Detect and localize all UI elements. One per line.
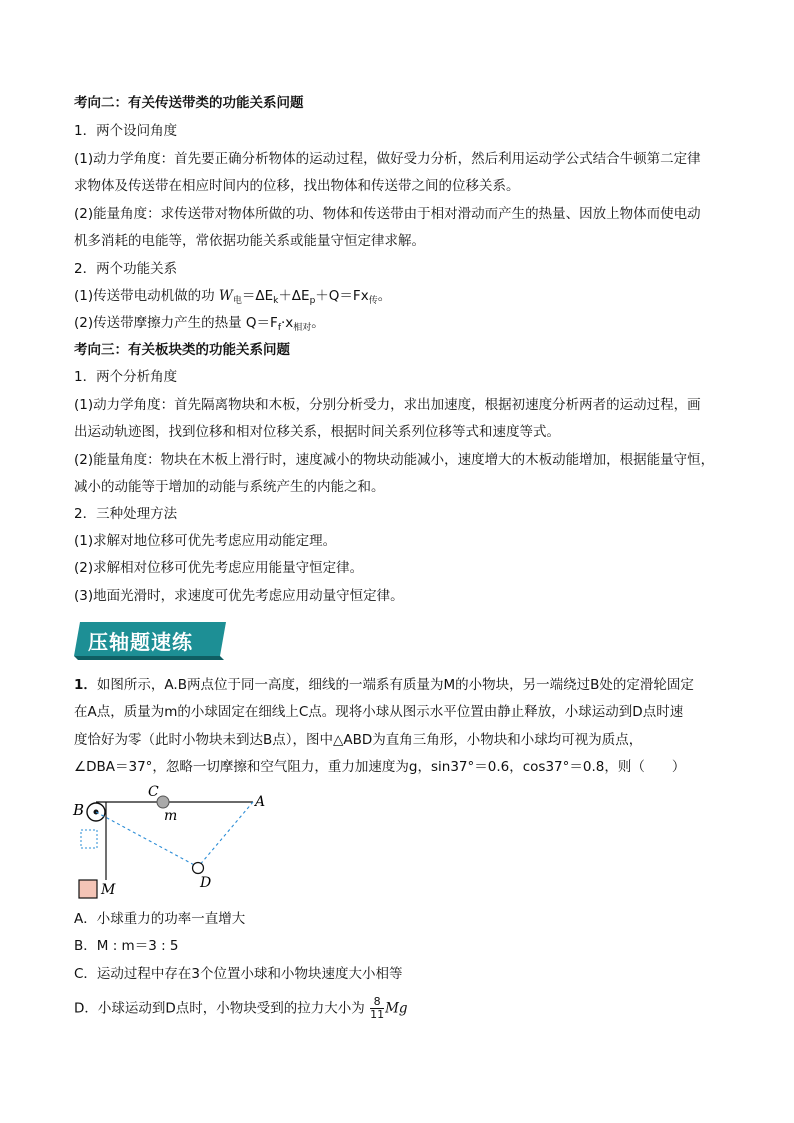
label-M: M xyxy=(101,882,116,898)
formula-2 xyxy=(74,314,325,337)
option-B[interactable]: B．M : m＝3 : 5 xyxy=(74,938,179,954)
section3-method-2: (2)求解相对位移可优先考虑应用能量守恒定律。 xyxy=(74,560,364,576)
section3-method-1: (1)求解对地位移可优先考虑应用动能定理。 xyxy=(74,533,337,549)
question-line-2: 在A点，质量为m的小球固定在细线上C点。现将小球从图示水平位置由静止释放，小球运动到D点时速 xyxy=(74,704,684,720)
option-D-tail: Mg xyxy=(385,1000,408,1017)
question-line-1 xyxy=(74,676,694,694)
ball-D-icon xyxy=(193,863,204,874)
question-line-4: ∠DBA＝37°，忽略一切摩擦和空气阻力，重力加速度为g，sin37°＝0.6，cos37°＝0.8，则（ ） xyxy=(74,759,686,775)
section3-p1a: (1)动力学角度：首先隔离物块和木板，分别分析受力，求出加速度，根据初速度分析两者的运动过程，画 xyxy=(74,397,701,413)
formula-2-sub: 相对 xyxy=(293,323,312,333)
label-D: D xyxy=(200,875,212,891)
ball-C-icon xyxy=(157,796,169,808)
dashed-block-outline xyxy=(81,830,97,848)
question-number: 1． xyxy=(74,677,97,693)
formula-1-sub2: 传 xyxy=(368,296,378,306)
section2-heading: 考向二：有关传送带类的功能关系问题 xyxy=(74,95,304,111)
formula-1 xyxy=(74,287,391,310)
section3-method-3: (3)地面光滑时，求速度可优先考虑应用动量守恒定律。 xyxy=(74,588,404,604)
option-D-fraction xyxy=(370,996,384,1021)
question-line-3: 度恰好为零（此时小物块未到达B点），图中△ABD为直角三角形，小物块和小球均可视为质点， xyxy=(74,732,643,748)
formula-1-W: W xyxy=(218,288,233,304)
option-D[interactable] xyxy=(74,996,408,1021)
formula-1-mid2: ＋ΔE xyxy=(278,288,310,304)
question-l1: 如图所示，A.B两点位于同一高度，细线的一端系有质量为M的小物块，另一端绕过B处的定滑轮固定 xyxy=(96,677,694,693)
formula-2-prefix: (2)传送带摩擦力产生的热量 xyxy=(74,315,242,331)
pulley-diagram xyxy=(68,782,278,906)
formula-1-end: ＋Q＝Fx xyxy=(315,288,369,304)
formula-1-k: k xyxy=(273,296,279,306)
formula-1-p: p xyxy=(309,296,316,306)
practice-banner xyxy=(74,618,230,660)
label-B: B xyxy=(73,801,85,819)
section2-p2a: (2)能量角度：求传送带对物体所做的功、物体和传送带由于相对滑动而产生的热量、因放上物体而使电动 xyxy=(74,206,701,222)
formula-1-mid: ＝ΔE xyxy=(241,288,274,304)
section2-sub2: 2．两个功能关系 xyxy=(74,261,178,277)
section2-p2b: 机多消耗的电能等，常依据功能关系或能量守恒定律求解。 xyxy=(74,233,425,249)
section3-p2b: 减小的动能等于增加的动能与系统产生的内能之和。 xyxy=(74,479,385,495)
formula-1-prefix: (1)传送带电动机做的功 xyxy=(74,288,215,304)
section2-sub1: 1．两个设问角度 xyxy=(74,123,178,139)
label-C: C xyxy=(148,784,159,800)
section3-sub2: 2．三种处理方法 xyxy=(74,506,178,522)
section3-sub1: 1．两个分析角度 xyxy=(74,369,178,385)
formula-2-tail: 。 xyxy=(311,315,325,331)
formula-2-x: ·x xyxy=(281,315,294,331)
formula-2-f: f xyxy=(277,323,281,333)
option-A[interactable]: A．小球重力的功率一直增大 xyxy=(74,911,246,927)
label-A: A xyxy=(255,794,266,810)
section3-heading: 考向三：有关板块类的功能关系问题 xyxy=(74,342,290,358)
dashed-AD xyxy=(198,802,253,867)
fraction-numerator: 8 xyxy=(370,996,384,1009)
section3-p1b: 出运动轨迹图，找到位移和相对位移关系，根据时间关系列位移等式和速度等式。 xyxy=(74,424,560,440)
section2-p1b: 求物体及传送带在相应时间内的位移，找出物体和传送带之间的位移关系。 xyxy=(74,178,520,194)
dashed-BD xyxy=(96,812,198,867)
block-M-icon xyxy=(79,880,97,898)
label-m: m xyxy=(164,808,178,824)
section3-p2a: (2)能量角度：物块在木板上滑行时，速度减小的物块动能减小，速度增大的木板动能增加，根据能量守恒， xyxy=(74,452,715,468)
banner-label: 压轴题速练 xyxy=(88,630,193,654)
fraction-denominator: 11 xyxy=(370,1008,385,1021)
formula-1-sub: 电 xyxy=(232,296,242,306)
formula-2-q: Q＝F xyxy=(245,315,278,331)
option-D-text: D．小球运动到D点时，小物块受到的拉力大小为 xyxy=(74,1000,365,1017)
section2-p1a: (1)动力学角度：首先要正确分析物体的运动过程，做好受力分析，然后利用运动学公式结合牛顿第二定律 xyxy=(74,151,701,167)
formula-1-tail: 。 xyxy=(377,288,392,304)
option-C[interactable]: C．运动过程中存在3个位置小球和小物块速度大小相等 xyxy=(74,966,403,982)
